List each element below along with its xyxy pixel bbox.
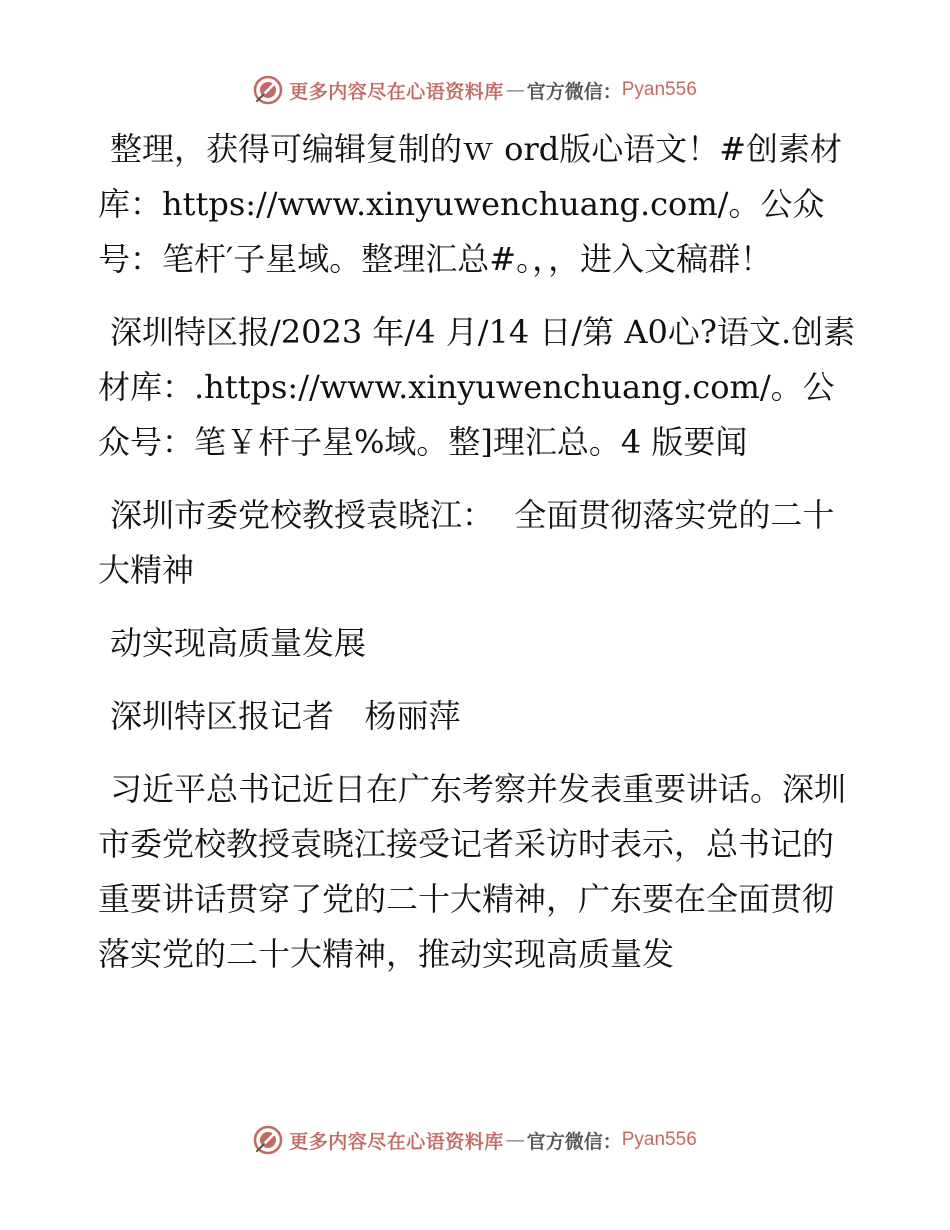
footer-banner [0, 1120, 950, 1160]
banner-separator: — [505, 79, 525, 101]
banner-contact-label: 官方微信： [526, 1130, 622, 1153]
article-title: 深圳市委党校教授袁晓江： 全面贯彻落实党的二十大精神 [98, 496, 835, 589]
banner-contact-id: Pyan556 [621, 1129, 697, 1150]
article-byline: 深圳特区报记者 杨丽萍 [110, 697, 461, 735]
header-banner [0, 70, 950, 110]
banner-title: 更多内容尽在心语资料库 [289, 80, 504, 103]
banner-title: 更多内容尽在心语资料库 [289, 1130, 504, 1153]
banner-separator: — [505, 1129, 525, 1151]
article-body [98, 122, 858, 1000]
paragraph-body: 习近平总书记近日在广东考察并发表重要讲话。深圳市委党校教授袁晓江接受记者采访时表示，总书记的重要讲话贯穿了党的二十大精神，广东要在全面贯彻落实党的二十大精神，推动实现高质量发 [98, 770, 847, 973]
brand-logo-icon [253, 75, 283, 105]
brand-logo-icon [253, 1125, 283, 1155]
paragraph-source: 深圳特区报/2023 年/4 月/14 日/第 A0心?语文.创素材库：.https://www.xinyuwenchuang.com/。公众号：笔￥杆子星%域。整]理汇总。4 版要闻 [98, 313, 856, 461]
paragraph-intro: 整理，获得可编辑复制的ｗ ord版心语文！#创素材库：https://www.xinyuwenchuang.com/。公众号：笔杆′子星域。整理汇总#。，，进入文稿群！ [98, 130, 843, 278]
banner-contact-label: 官方微信： [526, 80, 622, 103]
article-subtitle: 动实现高质量发展 [110, 624, 367, 662]
banner-contact-id: Pyan556 [621, 79, 697, 100]
